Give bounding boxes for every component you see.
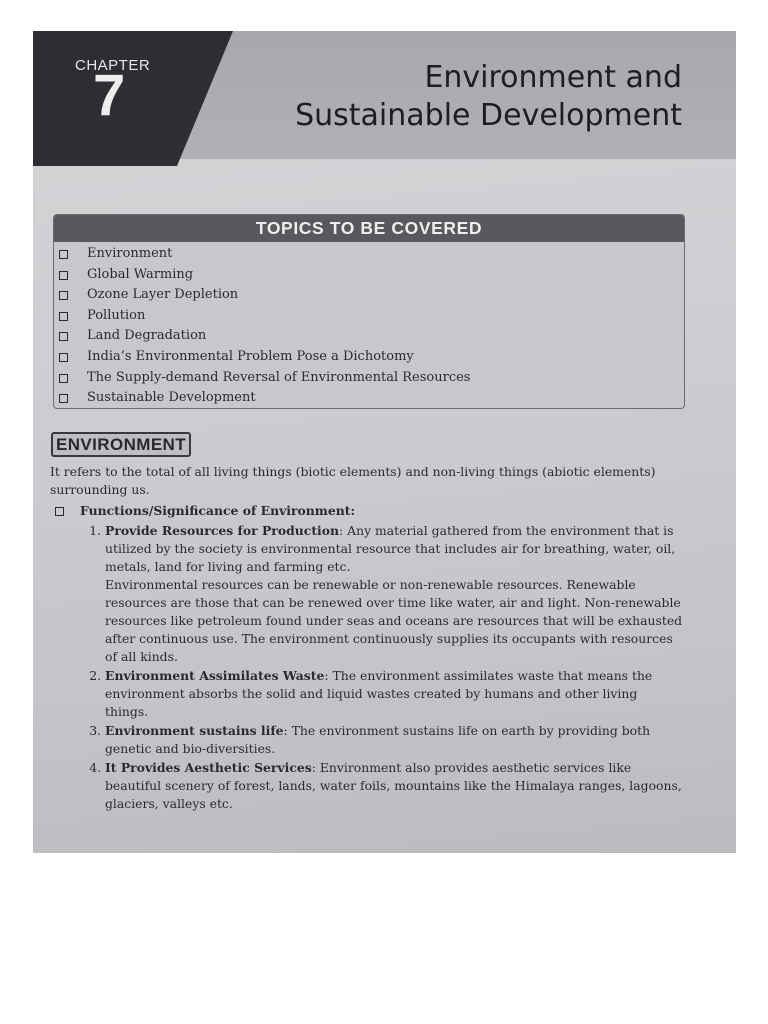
functions-heading: Functions/Significance of Environment: [50, 502, 684, 520]
checkbox-bullet-icon [59, 312, 68, 321]
topics-box [53, 214, 685, 409]
function-title: Environment Assimilates Waste [105, 668, 325, 683]
topic-item: Environment [54, 244, 684, 265]
topic-item: India’s Environmental Problem Pose a Dichotomy [54, 347, 684, 368]
topic-item: Ozone Layer Depletion [54, 285, 684, 306]
checkbox-bullet-icon [59, 271, 68, 280]
function-text: : Any material gathered from the environment that is utilized by the society is environmental resource that includes air for breathing, water, oil, metals, land for living and farming etc. [105, 523, 676, 574]
checkbox-bullet-icon [55, 507, 64, 516]
topic-item: The Supply-demand Reversal of Environmental Resources [54, 368, 684, 389]
section-title: ENVIRONMENT [51, 432, 191, 457]
function-item [105, 759, 684, 813]
function-item [105, 722, 684, 758]
checkbox-bullet-icon [59, 291, 68, 300]
checkbox-bullet-icon [59, 374, 68, 383]
topic-item: Global Warming [54, 265, 684, 286]
function-title: Provide Resources for Production [105, 523, 340, 538]
function-extra-paragraph: Environmental resources can be renewable or non-renewable resources. Renewable resources are those that can be renewed over time like water, air and light. Non-renewable resources like petroleum found under seas and oceans are resources that will be exhausted after continuous use. The environment continuously supplies its occupants with resources of all kinds. [105, 577, 683, 664]
function-item [105, 667, 684, 721]
topics-heading: TOPICS TO BE COVERED [54, 215, 684, 242]
function-title: Environment sustains life [105, 723, 284, 738]
topic-item: Pollution [54, 306, 684, 327]
chapter-title-line1: Environment and [424, 60, 682, 95]
function-text: : The environment assimilates waste that means the environment absorbs the solid and liquid wastes created by humans and other living things. [105, 668, 653, 719]
intro-paragraph: It refers to the total of all living things (biotic elements) and non-living things (abiotic elements) surrounding us. [50, 464, 656, 497]
topic-item: Sustainable Development [54, 388, 684, 409]
checkbox-bullet-icon [59, 394, 68, 403]
topics-list [54, 242, 684, 409]
function-text: : The environment sustains life on earth by providing both genetic and bio-diversities. [105, 723, 651, 756]
chapter-title [295, 59, 682, 135]
chapter-number: 7 [93, 63, 126, 128]
function-item [105, 522, 684, 666]
section-content [50, 463, 684, 814]
chapter-title-line2: Sustainable Development [295, 98, 682, 133]
chapter-label: CHAPTER [75, 57, 151, 74]
checkbox-bullet-icon [59, 250, 68, 259]
function-text: : Environment also provides aesthetic services like beautiful scenery of forest, lands, water foils, mountains like the Himalaya ranges, lagoons, glaciers, valleys etc. [105, 760, 682, 811]
checkbox-bullet-icon [59, 332, 68, 341]
functions-list [50, 522, 684, 813]
checkbox-bullet-icon [59, 353, 68, 362]
topic-item: Land Degradation [54, 326, 684, 347]
function-title: It Provides Aesthetic Services [105, 760, 312, 775]
book-page-photo [33, 31, 736, 853]
